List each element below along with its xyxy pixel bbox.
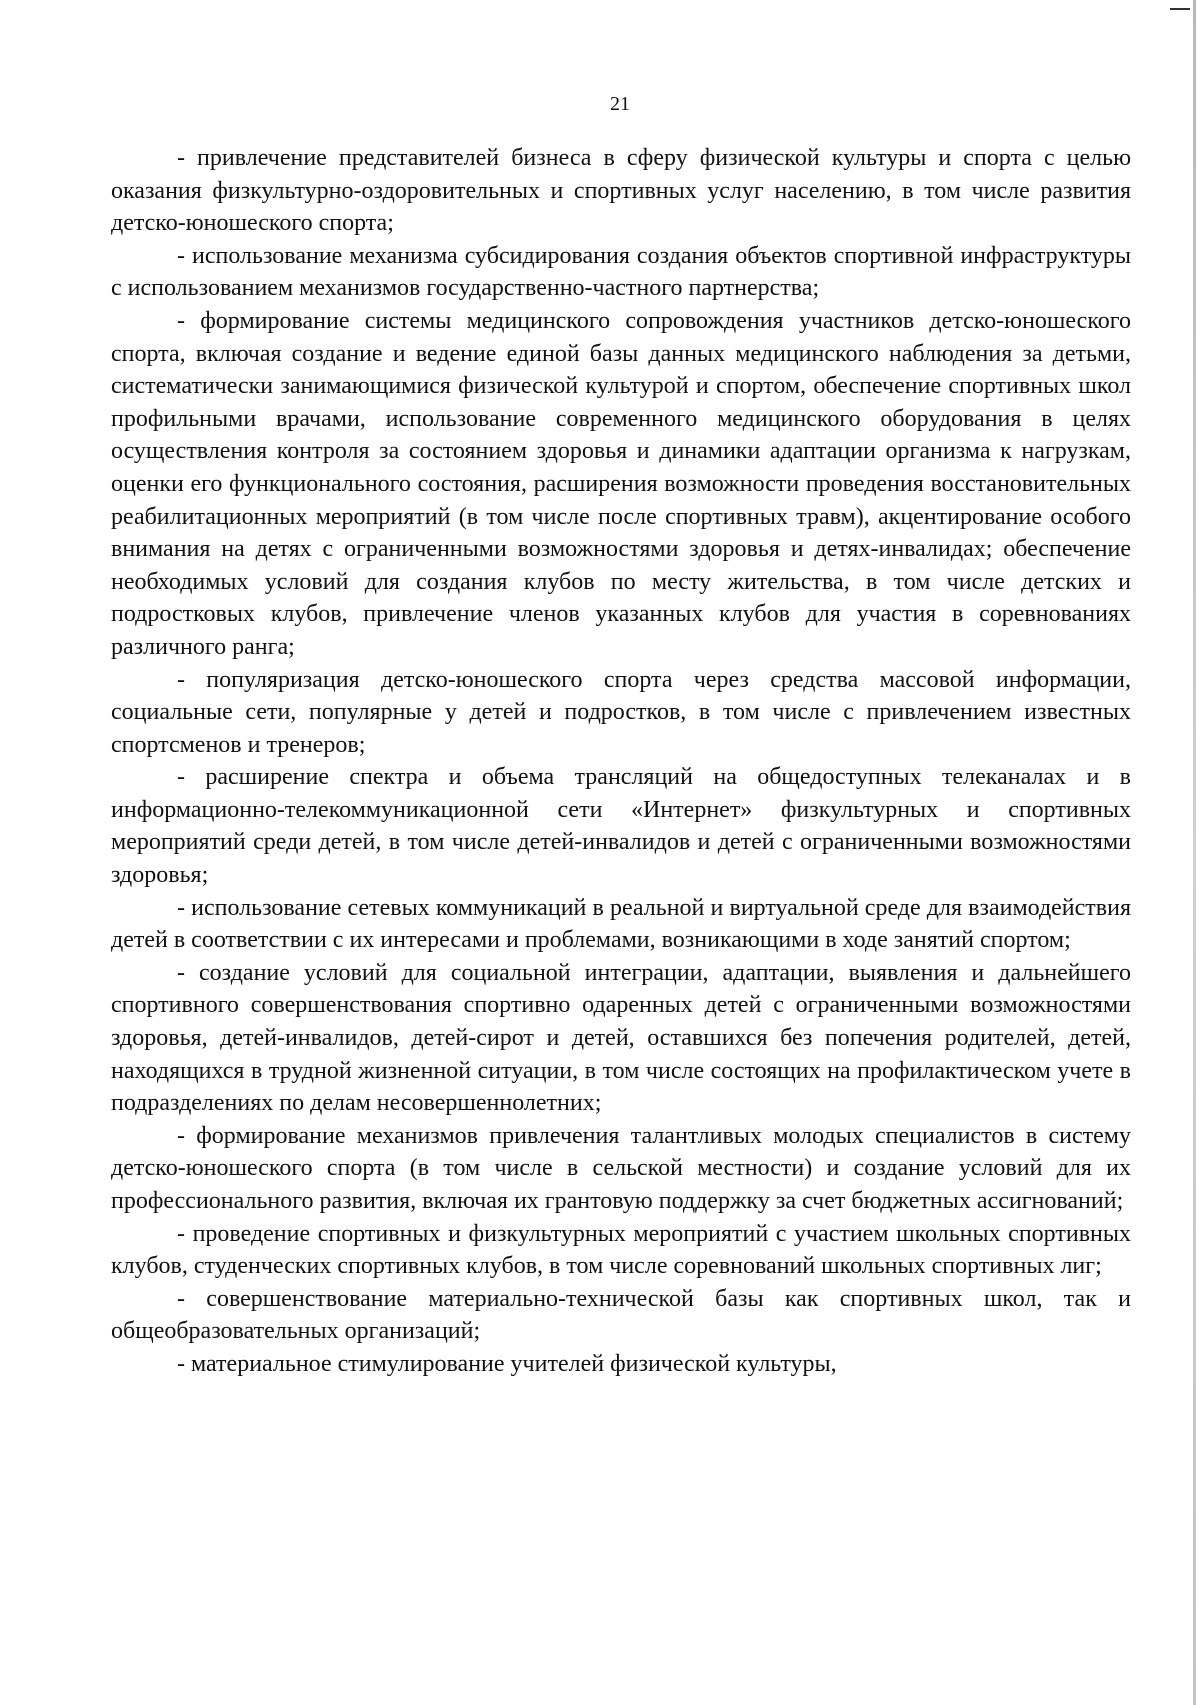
paragraph-popularization: - популяризация детско-юношеского спорта через средства массовой информации, социальные сети, популярные у детей и подростков, в том числе с привлечением известных спортсменов и тренеров; bbox=[111, 666, 1131, 758]
scan-edge-line bbox=[1193, 0, 1196, 1705]
paragraph-school-events: - проведение спортивных и физкультурных мероприятий с участием школьных спортивных клубов, студенческих спортивных клубов, в том числе соревнований школьных спортивных лиг; bbox=[111, 1220, 1131, 1280]
document-body bbox=[111, 142, 1131, 1381]
paragraph-young-specialists: - формирование механизмов привлечения талантливых молодых специалистов в систему детско-юношеского спорта (в том числе в сельской местности) и создание условий для их профессионального развития, включая их грантовую поддержку за счет бюджетных ассигнований; bbox=[111, 1122, 1131, 1214]
paragraph-teacher-incentives: - материальное стимулирование учителей физической культуры, bbox=[177, 1350, 837, 1377]
paragraph-network-communications: - использование сетевых коммуникаций в реальной и виртуальной среде для взаимодействия детей в соответствии с их интересами и проблемами, возникающими в ходе занятий спортом; bbox=[111, 894, 1131, 954]
paragraph-social-integration: - создание условий для социальной интеграции, адаптации, выявления и дальнейшего спортивного совершенствования спортивно одаренных детей с ограниченными возможностями здоровья, детей-инвалидов, детей-сирот и детей, оставшихся без попечения родителей, детей, находящихся в трудной жизненной ситуации, в том числе состоящих на профилактическом учете в подразделениях по делам несовершеннолетних; bbox=[111, 959, 1131, 1117]
paragraph-broadcasts: - расширение спектра и объема трансляций на общедоступных телеканалах и в информационно-телекоммуникационной сети «Интернет» физкультурных и спортивных мероприятий среди детей, в том числе детей-инвалидов и детей с ограниченными возможностями здоровья; bbox=[111, 764, 1131, 889]
paragraph-medical-support: - формирование системы медицинского сопровождения участников детско-юношеского спорта, включая создание и ведение единой базы данных медицинского наблюдения за детьми, систематически занимающимися физической культурой и спортом, обеспечение спортивных школ профильными врачами, использование современного медицинского оборудования в целях осуществления контроля за состоянием здоровья и динамики адаптации организма к нагрузкам, оценки его функционального состояния, расширения возможности проведения восстановительных реабилитационных мероприятий (в том числе после спортивных травм), акцентирование особого внимания на детях с ограниченными возможностями здоровья и детях-инвалидах; обеспечение необходимых условий для создания клубов по месту жительства, в том числе детских и подростковых клубов, привлечение членов указанных клубов для участия в соревнованиях различного ранга; bbox=[111, 307, 1131, 660]
paragraph-subsidy-mechanism: - использование механизма субсидирования создания объектов спортивной инфраструктуры с использованием механизмов государственно-частного партнерства; bbox=[111, 242, 1131, 302]
paragraph-business-attraction: - привлечение представителей бизнеса в сферу физической культуры и спорта с целью оказания физкультурно-оздоровительных и спортивных услуг населению, в том числе развития детско-юношеского спорта; bbox=[111, 145, 1131, 237]
paragraph-material-base: - совершенствование материально-технической базы как спортивных школ, так и общеобразовательных организаций; bbox=[111, 1285, 1131, 1345]
scan-edge-mark bbox=[1170, 8, 1190, 10]
page-number: 21 bbox=[610, 93, 630, 115]
